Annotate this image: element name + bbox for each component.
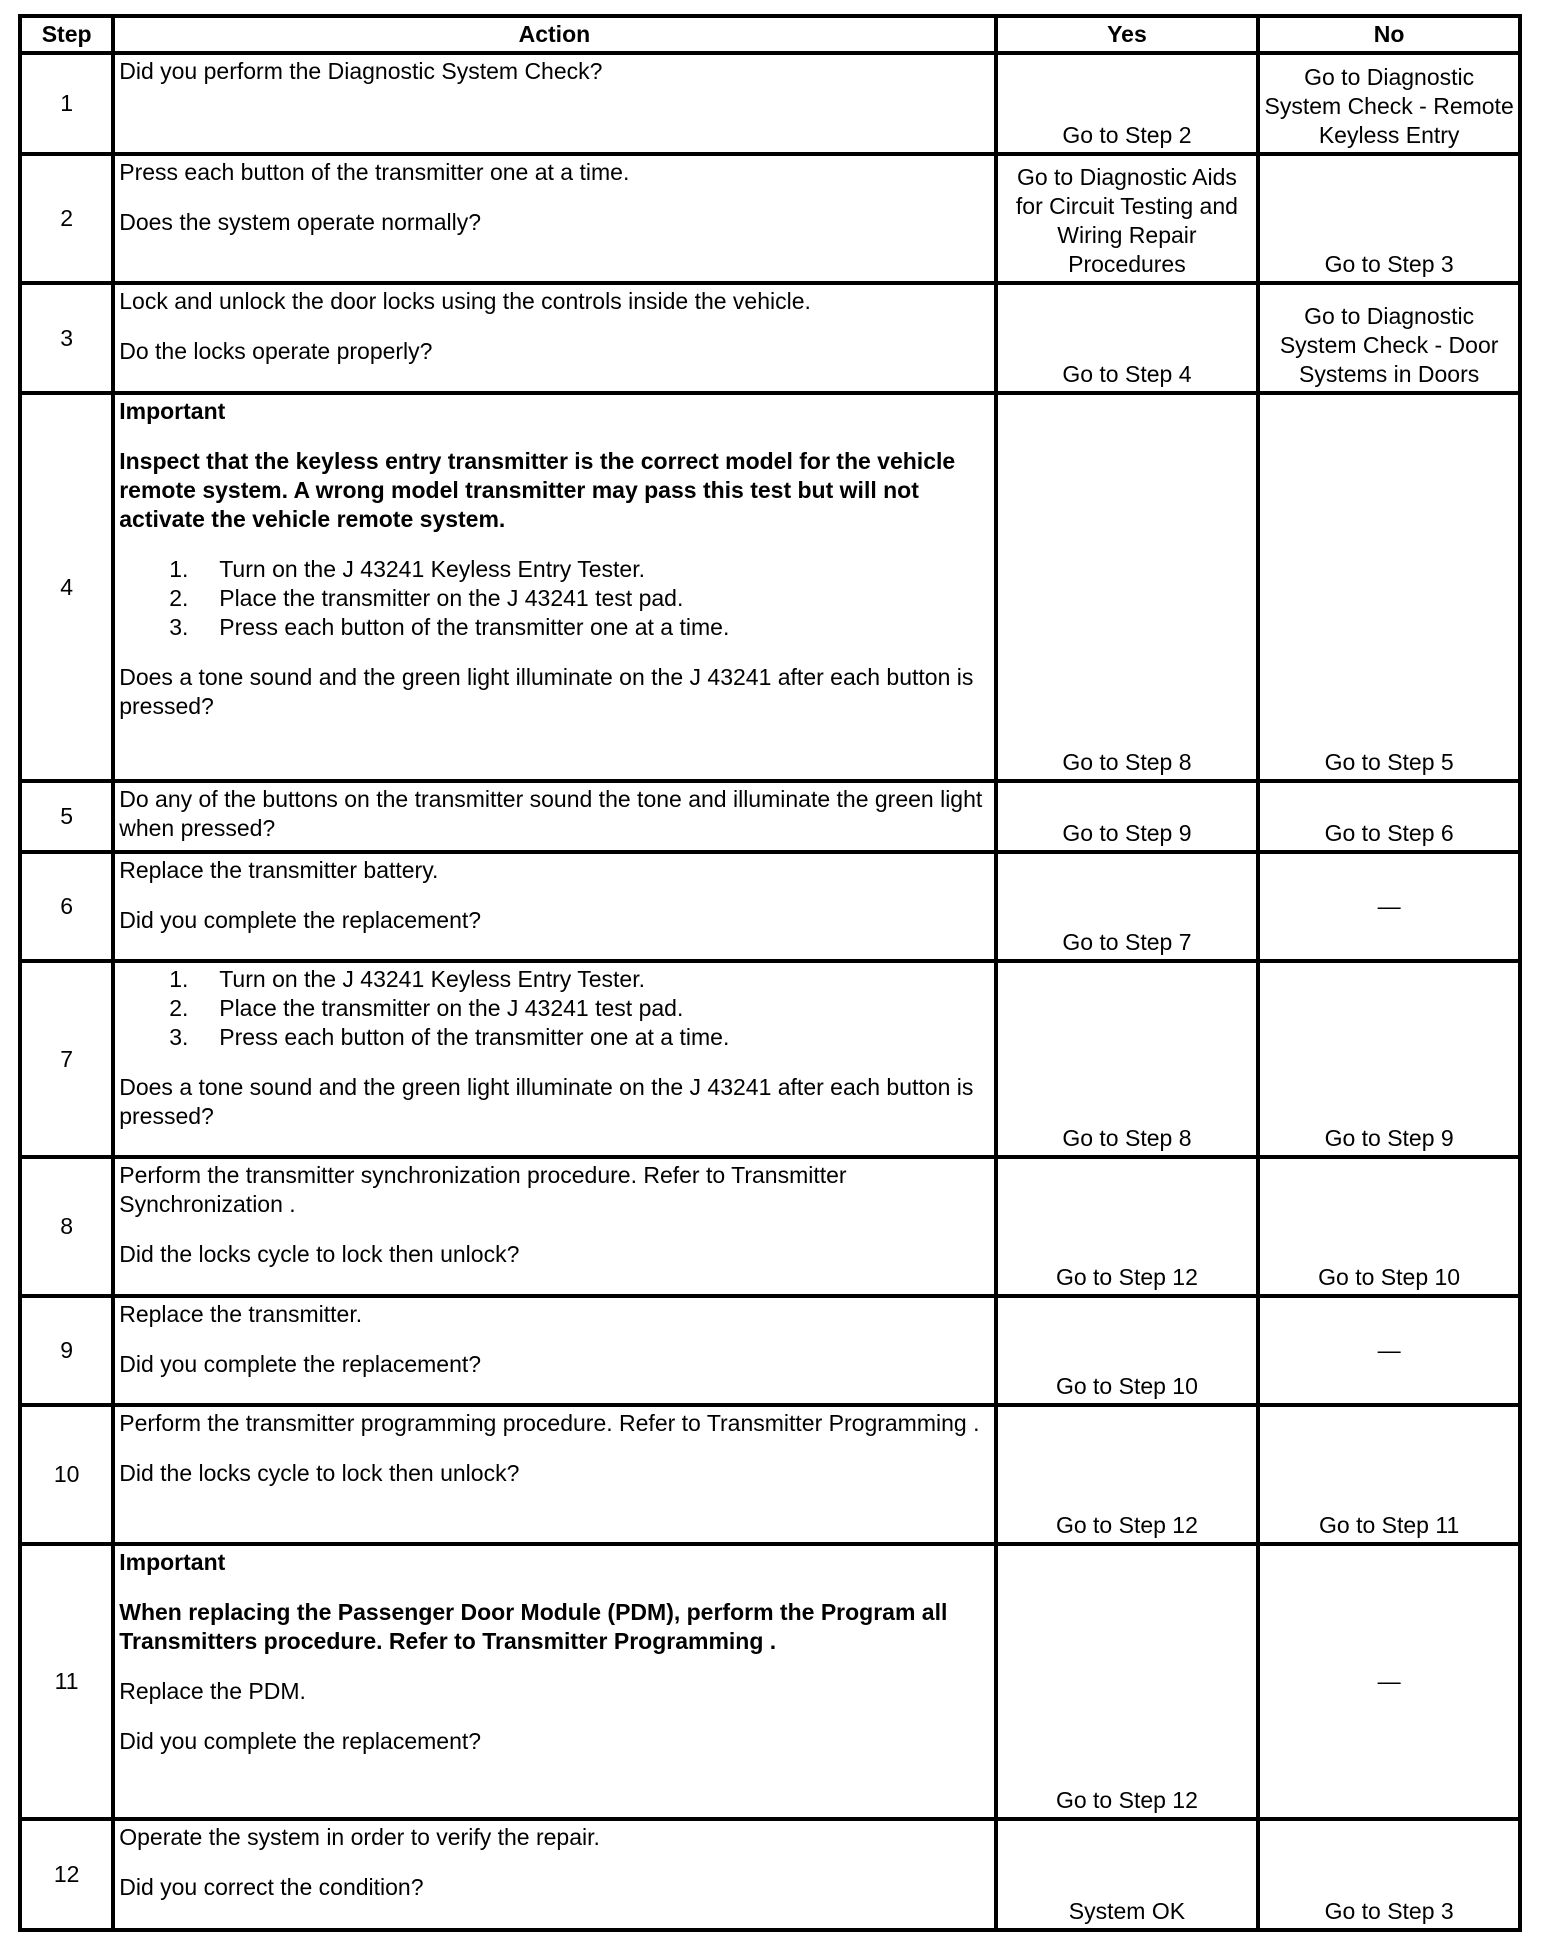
list-text: Press each button of the transmitter one at a time. (219, 1024, 730, 1050)
list-number: 2. (169, 995, 189, 1021)
list-number: 2. (169, 585, 189, 611)
yes-cell: Go to Step 7 (996, 852, 1259, 961)
table-row (20, 283, 1520, 393)
list-number: 1. (169, 556, 189, 582)
step-number: 1 (20, 53, 113, 154)
no-cell: — (1258, 1544, 1520, 1819)
header-row (20, 16, 1520, 53)
action-question: Does a tone sound and the green light illuminate on the J 43241 after each button is pressed? (119, 1074, 980, 1129)
step-number: 10 (20, 1405, 113, 1544)
list-text: Place the transmitter on the J 43241 test pad. (219, 995, 684, 1021)
step-number: 9 (20, 1296, 113, 1405)
procedure-list (119, 965, 989, 1052)
yes-cell: Go to Step 12 (996, 1544, 1259, 1819)
yes-cell: Go to Step 8 (996, 961, 1259, 1157)
no-cell: Go to Step 3 (1258, 1819, 1520, 1930)
action-question: Did the locks cycle to lock then unlock? (119, 1460, 520, 1486)
important-note: Inspect that the keyless entry transmitter is the correct model for the vehicle remote system. A wrong model transmitter may pass this test but will not activate the vehicle remote system. (119, 448, 962, 532)
step-number: 11 (20, 1544, 113, 1819)
step-number: 5 (20, 781, 113, 852)
yes-cell: System OK (996, 1819, 1259, 1930)
yes-cell: Go to Step 12 (996, 1157, 1259, 1296)
action-cell (113, 852, 995, 961)
list-item (119, 1023, 989, 1052)
action-text: Lock and unlock the door locks using the controls inside the vehicle. (119, 288, 811, 314)
action-question: Did you complete the replacement? (119, 907, 482, 933)
table-row (20, 1819, 1520, 1930)
yes-cell: Go to Step 8 (996, 393, 1259, 781)
list-item (119, 994, 989, 1023)
action-cell (113, 1405, 995, 1544)
action-text: Do any of the buttons on the transmitter sound the tone and illuminate the green light when pressed? (119, 786, 989, 841)
header-no: No (1258, 16, 1520, 53)
step-number: 2 (20, 154, 113, 283)
action-text: Perform the transmitter synchronization procedure. Refer to Transmitter Synchronization . (119, 1162, 853, 1217)
yes-cell: Go to Step 2 (996, 53, 1259, 154)
list-text: Press each button of the transmitter one at a time. (219, 614, 730, 640)
action-text: Replace the transmitter battery. (119, 857, 439, 883)
step-number: 6 (20, 852, 113, 961)
no-cell: Go to Step 3 (1258, 154, 1520, 283)
action-text: Perform the transmitter programming procedure. Refer to Transmitter Programming . (119, 1410, 980, 1436)
step-number: 8 (20, 1157, 113, 1296)
action-question: Did you complete the replacement? (119, 1728, 482, 1754)
step-number: 4 (20, 393, 113, 781)
action-cell (113, 53, 995, 154)
action-question: Does a tone sound and the green light illuminate on the J 43241 after each button is pressed? (119, 664, 980, 719)
step-number: 12 (20, 1819, 113, 1930)
action-text: Replace the transmitter. (119, 1301, 363, 1327)
important-note: When replacing the Passenger Door Module (PDM), perform the Program all Transmitters procedure. Refer to Transmitter Programming . (119, 1599, 954, 1654)
action-cell (113, 781, 995, 852)
header-step: Step (20, 16, 113, 53)
action-cell (113, 961, 995, 1157)
action-question: Did you complete the replacement? (119, 1351, 482, 1377)
action-question: Do the locks operate properly? (119, 338, 433, 364)
yes-cell: Go to Step 10 (996, 1296, 1259, 1405)
yes-cell: Go to Step 12 (996, 1405, 1259, 1544)
table-row (20, 53, 1520, 154)
no-cell: — (1258, 852, 1520, 961)
table-row (20, 1544, 1520, 1819)
action-cell (113, 283, 995, 393)
step-number: 3 (20, 283, 113, 393)
list-item (119, 584, 989, 613)
no-cell: — (1258, 1296, 1520, 1405)
yes-cell: Go to Diagnostic Aids for Circuit Testing and Wiring Repair Procedures (996, 154, 1259, 283)
action-question: Did the locks cycle to lock then unlock? (119, 1241, 520, 1267)
diagnostic-table (18, 14, 1522, 1932)
action-cell (113, 393, 995, 781)
action-cell (113, 1819, 995, 1930)
list-item (119, 965, 989, 994)
yes-cell: Go to Step 9 (996, 781, 1259, 852)
action-text: Press each button of the transmitter one at a time. (119, 159, 630, 185)
list-text: Turn on the J 43241 Keyless Entry Tester. (219, 556, 645, 582)
no-cell: Go to Diagnostic System Check - Remote Keyless Entry (1258, 53, 1520, 154)
list-number: 3. (169, 614, 189, 640)
header-yes: Yes (996, 16, 1259, 53)
no-cell: Go to Step 6 (1258, 781, 1520, 852)
action-cell (113, 1157, 995, 1296)
action-question: Did you correct the condition? (119, 1874, 424, 1900)
procedure-list (119, 555, 989, 642)
list-text: Turn on the J 43241 Keyless Entry Tester. (219, 966, 645, 992)
table-row (20, 1296, 1520, 1405)
action-cell (113, 1544, 995, 1819)
table-row (20, 393, 1520, 781)
action-cell (113, 1296, 995, 1405)
table-row (20, 1405, 1520, 1544)
step-number: 7 (20, 961, 113, 1157)
table-row (20, 154, 1520, 283)
no-cell: Go to Step 9 (1258, 961, 1520, 1157)
no-cell: Go to Step 10 (1258, 1157, 1520, 1296)
important-heading: Important (119, 1549, 226, 1575)
yes-cell: Go to Step 4 (996, 283, 1259, 393)
no-cell: Go to Step 5 (1258, 393, 1520, 781)
no-cell: Go to Step 11 (1258, 1405, 1520, 1544)
action-text: Did you perform the Diagnostic System Check? (119, 58, 603, 84)
action-text: Replace the PDM. (119, 1678, 306, 1704)
list-item (119, 555, 989, 584)
table-row (20, 781, 1520, 852)
table-row (20, 961, 1520, 1157)
header-action: Action (113, 16, 995, 53)
no-cell: Go to Diagnostic System Check - Door Systems in Doors (1258, 283, 1520, 393)
table-row (20, 852, 1520, 961)
list-number: 3. (169, 1024, 189, 1050)
action-question: Does the system operate normally? (119, 209, 482, 235)
important-heading: Important (119, 398, 226, 424)
list-text: Place the transmitter on the J 43241 test pad. (219, 585, 684, 611)
list-number: 1. (169, 966, 189, 992)
action-cell (113, 154, 995, 283)
table-row (20, 1157, 1520, 1296)
list-item (119, 613, 989, 642)
action-text: Operate the system in order to verify the repair. (119, 1824, 600, 1850)
